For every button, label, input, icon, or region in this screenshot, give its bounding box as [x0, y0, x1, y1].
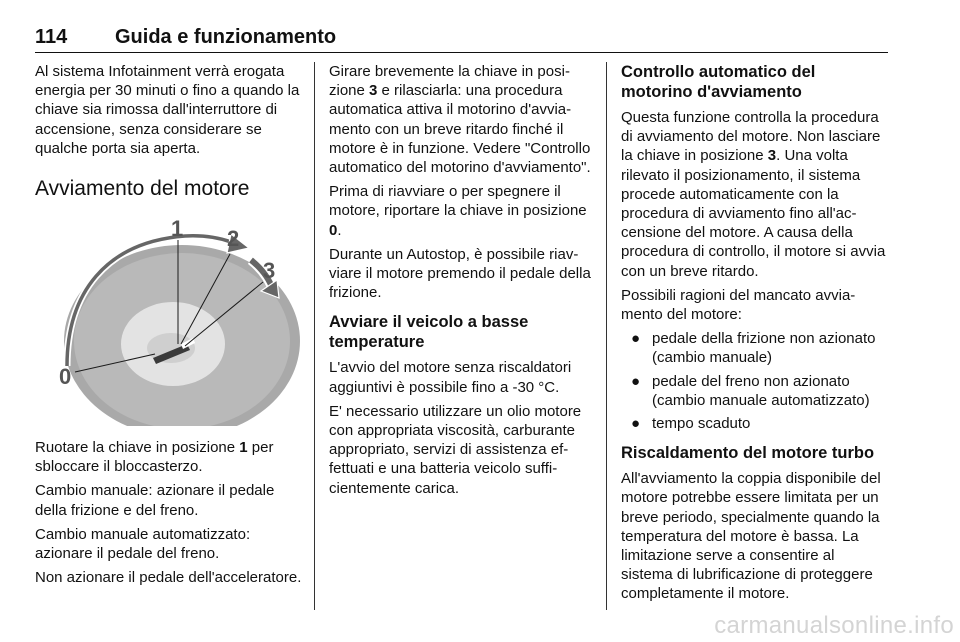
section-heading-turbo-warmup: Riscaldamento del motore turbo — [621, 444, 875, 463]
paragraph-low-temp-limit: L'avvio del motore senza riscaldatori aggiuntivi è possibile fino a -30 °C. — [329, 359, 572, 396]
ignition-switch-illustration — [35, 216, 300, 426]
page-header — [35, 22, 888, 53]
paragraph-manual-gearbox: Cambio manuale: azionare il pedale della frizione e del freno. — [35, 482, 275, 519]
paragraph-turbo-warmup: All'avviamento la coppia disponibile del motore potrebbe essere limitata per un breve periodo, specialmente quando la temperatura del motore è bassa. La limitazione serve a consentire al sistema di lubrificazione di proteggere completamente il motore. — [621, 470, 881, 603]
bullet-icon: ● — [631, 330, 641, 348]
intro-paragraph: Al sistema Infotainment verrà erogata energia per 30 minuti o fino a quando la chiave sia rimossa dall'interruttore di accensione, senza considerare se qualche porta sia aperta. — [35, 63, 300, 157]
page-number: 114 — [35, 26, 68, 48]
bullet-icon: ● — [631, 372, 641, 390]
paragraph-unlock-steering: Ruotare la chiave in posizione 1 per sbloccare il bloccasterzo. — [35, 439, 274, 476]
list-item: ● tempo scaduto — [631, 415, 751, 433]
ignition-switch-figure — [35, 216, 300, 426]
failure-reasons-list — [621, 329, 889, 433]
column-left — [35, 62, 305, 592]
bullet-icon: ● — [631, 415, 641, 433]
paragraph-accelerator: Non azionare il pedale dell'acceleratore. — [35, 569, 302, 587]
column-divider-2 — [606, 62, 607, 610]
position-label-2: 2 — [227, 226, 240, 252]
position-label-1: 1 — [171, 216, 184, 242]
paragraph-failure-reasons: Possibili ragioni del mancato avviamento del motore: — [621, 286, 856, 324]
position-label-3: 3 — [263, 258, 276, 284]
section-heading-low-temp: Avviare il veicolo a basse temperature — [329, 313, 529, 352]
paragraph-autostop: Durante un Autostop, è possibile riavviare il motore premendo il pedale della frizione. — [329, 245, 591, 302]
paragraph-starter-control: Questa funzione controlla la procedura di avviamento del motore. Non lasciare la chiave in posizione 3. Una volta rilevato il posizionamento, il sistema procede automaticamente con la procedura di avviamento fino all'accensione del motore. A causa della procedura di controllo, il motore si avvia con un breve ritardo. — [621, 109, 886, 280]
section-heading-engine-start: Avviamento del motore — [35, 177, 250, 201]
list-item: ● pedale del freno non azionato (cambio manuale automatizzato) — [631, 372, 870, 409]
list-item: ● pedale della frizione non azionato (cambio manuale) — [631, 330, 876, 367]
paragraph-turn-key: Girare brevemente la chiave in posizione 3 e rilasciarla: una procedura automatica attiva il motorino d'avviamento con un breve ritardo finché il motore è in funzione. Vedere "Controllo automatico del motorino d'avviamento". — [329, 63, 591, 177]
column-middle — [329, 62, 591, 503]
section-heading-starter-control: Controllo automatico del motorino d'avviamento — [621, 63, 816, 101]
paragraph-restart: Prima di riavviare o per spegnere il motore, riportare la chiave in posizione 0. — [329, 183, 587, 239]
watermark: carmanualsonline.info — [714, 612, 954, 639]
column-divider-1 — [314, 62, 315, 610]
chapter-title: Guida e funzionamento — [115, 26, 337, 48]
paragraph-oil-requirements: E' necessario utilizzare un olio motore con appropriata viscosità, carburante appropriato, servizi di assistenza effettuati e una batteria veicolo sufficientemente carica. — [329, 402, 582, 497]
paragraph-automated-manual: Cambio manuale automatizzato: azionare il pedale del freno. — [35, 525, 251, 563]
position-label-0: 0 — [59, 364, 72, 390]
column-right — [621, 62, 889, 609]
